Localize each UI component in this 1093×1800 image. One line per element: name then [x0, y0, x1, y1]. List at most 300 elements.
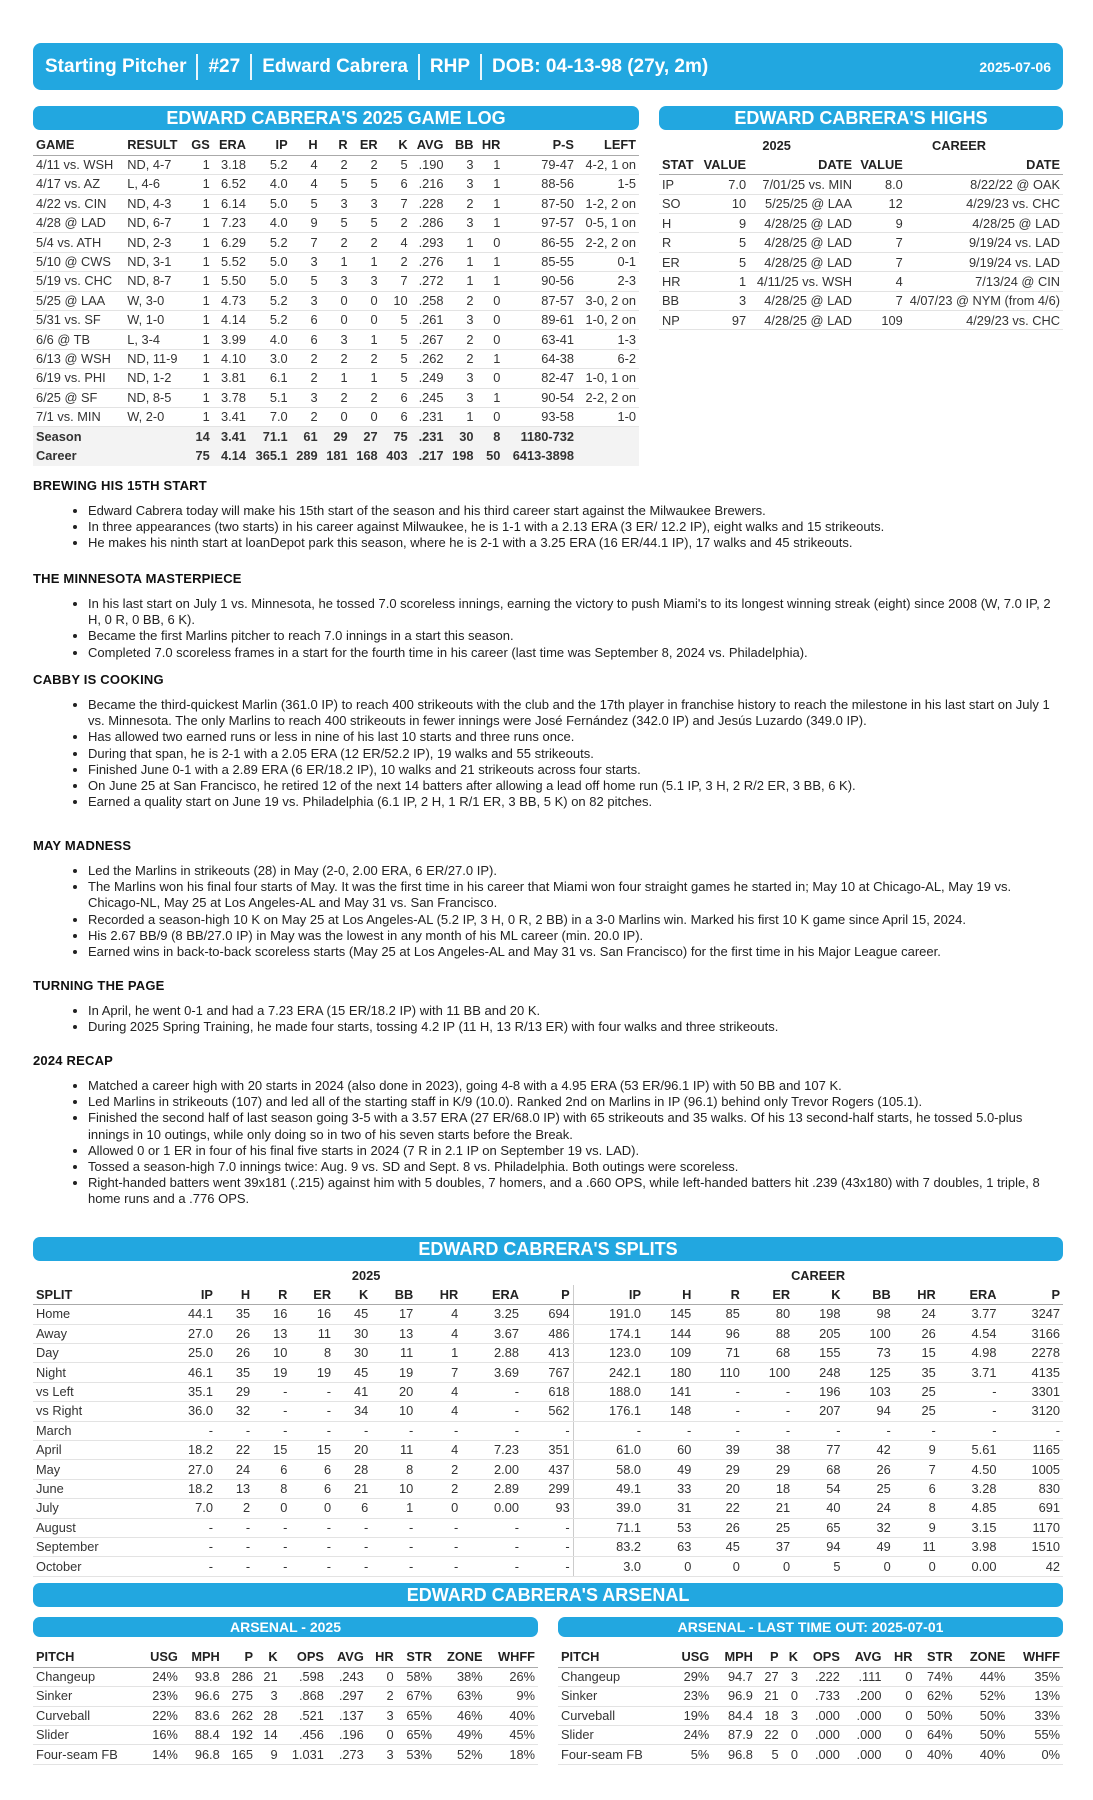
table-row [558, 1667, 1063, 1686]
table-cell: - [253, 1537, 290, 1556]
note-list [33, 863, 1063, 960]
table-cell: 4.0 [249, 214, 291, 233]
table-cell: 5 [381, 155, 411, 174]
column-header: R [253, 1285, 290, 1304]
table-cell: 2 [351, 349, 381, 368]
table-cell: 0 [644, 1557, 694, 1576]
table-cell: 97-57 [503, 214, 577, 233]
table-cell: 5/19 vs. CHC [33, 272, 124, 291]
table-row [33, 291, 639, 310]
table-cell: 49 [644, 1460, 694, 1479]
table-cell: 74% [916, 1667, 956, 1686]
column-header: H [291, 136, 321, 155]
table-cell: - [894, 1421, 939, 1440]
highs-table [659, 136, 1063, 330]
table-row [33, 1441, 1063, 1460]
table-cell: 37 [743, 1537, 793, 1556]
table-cell: 50% [956, 1706, 1009, 1725]
table-cell: 40% [956, 1745, 1009, 1764]
table-cell: 24 [894, 1305, 939, 1324]
table-cell: 82-47 [503, 369, 577, 388]
table-row [33, 1402, 1063, 1421]
table-cell: 1 [186, 214, 213, 233]
table-cell: 1165 [999, 1441, 1063, 1460]
table-cell: 168 [351, 446, 381, 465]
table-cell: 65% [397, 1726, 435, 1745]
table-cell: ND, 4-7 [124, 155, 186, 174]
table-cell: - [290, 1557, 334, 1576]
table-cell: July [33, 1499, 159, 1518]
group-header: 2025 [762, 137, 791, 153]
table-cell: 13 [253, 1324, 290, 1343]
table-cell: Four-seam FB [33, 1745, 140, 1764]
table-cell: Curveball [558, 1706, 669, 1725]
table-cell: R [659, 233, 698, 252]
table-cell: 123.0 [573, 1344, 644, 1363]
table-cell: .216 [411, 175, 447, 194]
table-cell: - [371, 1421, 416, 1440]
table-cell: 1 [186, 252, 213, 271]
table-row [33, 1499, 1063, 1518]
note-item: • During that span, he is 2-1 with a 2.05 ERA (12 ER/52.2 IP), 19 walks and 55 strikeouts. [88, 746, 1063, 762]
table-cell: 3.67 [461, 1324, 522, 1343]
note-section [33, 978, 1063, 1035]
table-cell: 5 [381, 311, 411, 330]
header-field: Edward Cabrera [262, 55, 408, 77]
table-cell: 4.85 [939, 1499, 1000, 1518]
column-header: RESULT [124, 136, 186, 155]
table-cell: 18.2 [159, 1479, 216, 1498]
game-log-title: EDWARD CABRERA'S 2025 GAME LOG [33, 106, 639, 130]
table-cell: 2-3 [577, 272, 639, 291]
column-header: K [381, 136, 411, 155]
column-header: BB [371, 1285, 416, 1304]
table-cell: 11 [371, 1344, 416, 1363]
table-cell: 176.1 [573, 1402, 644, 1421]
table-cell: 1 [321, 252, 351, 271]
table-cell: 52% [956, 1687, 1009, 1706]
table-cell: 0 [476, 407, 503, 426]
note-item: • Became the first Marlins pitcher to reach 7.0 innings in a start this season. [88, 628, 1063, 644]
table-row [659, 291, 1063, 310]
table-cell: - [843, 1421, 893, 1440]
table-cell: 242.1 [573, 1363, 644, 1382]
note-item: • Has allowed two earned runs or less in nine of his last 10 starts and three runs once. [88, 729, 1063, 745]
table-cell: October [33, 1557, 159, 1576]
table-row [33, 1421, 1063, 1440]
table-cell: 5/25/25 @ LAA [749, 194, 855, 213]
table-cell: 13% [1008, 1687, 1063, 1706]
table-cell: 3.28 [939, 1479, 1000, 1498]
table-cell: vs Left [33, 1382, 159, 1401]
table-cell: ND, 6-7 [124, 214, 186, 233]
table-cell: 1 [476, 349, 503, 368]
table-cell: 2-2, 2 on [577, 233, 639, 252]
table-cell: 84.4 [712, 1706, 756, 1725]
header-separator [480, 54, 482, 80]
table-cell: - [461, 1518, 522, 1537]
note-item: • Earned a quality start on June 19 vs. Philadelphia (6.1 IP, 2 H, 1 R/1 ER, 3 BB, 5 K) on 82 pitches. [88, 794, 1063, 810]
table-cell: 55% [1008, 1726, 1063, 1745]
table-cell [124, 427, 186, 446]
table-cell: 3 [291, 252, 321, 271]
table-row [33, 369, 639, 388]
table-cell: 24 [216, 1460, 253, 1479]
column-header: R [694, 1285, 743, 1304]
table-row [33, 1382, 1063, 1401]
table-cell: 64% [916, 1726, 956, 1745]
table-row [659, 214, 1063, 233]
table-cell: 6 [381, 175, 411, 194]
table-cell: 5.2 [249, 291, 291, 310]
column-header: K [793, 1285, 843, 1304]
table-cell: .000 [801, 1706, 843, 1725]
table-cell: 6 [290, 1479, 334, 1498]
table-row [33, 330, 639, 349]
arsenal-last-title: ARSENAL - LAST TIME OUT: 2025-07-01 [558, 1617, 1063, 1637]
table-row [33, 175, 639, 194]
table-cell: 0 [884, 1687, 915, 1706]
table-cell: W, 3-0 [124, 291, 186, 310]
table-cell: 0 [782, 1687, 801, 1706]
table-cell: 7/01/25 vs. MIN [749, 175, 855, 194]
table-cell: 42 [999, 1557, 1063, 1576]
table-cell: - [694, 1402, 743, 1421]
table-cell: 19% [669, 1706, 712, 1725]
table-cell: 0 [367, 1726, 397, 1745]
table-cell: - [334, 1518, 371, 1537]
table-cell: - [290, 1382, 334, 1401]
table-cell: 93.8 [181, 1667, 223, 1686]
table-cell: 1 [447, 272, 477, 291]
table-cell: 15 [290, 1441, 334, 1460]
table-cell: 0% [1008, 1745, 1063, 1764]
table-cell: - [159, 1537, 216, 1556]
table-cell: 6 [334, 1499, 371, 1518]
table-cell: 33 [644, 1479, 694, 1498]
table-cell: 5.2 [249, 233, 291, 252]
totals-row [33, 427, 639, 446]
table-cell: 0 [351, 291, 381, 310]
table-row [33, 407, 639, 426]
table-cell: .228 [411, 194, 447, 213]
table-cell: June [33, 1479, 159, 1498]
table-cell: 2 [321, 233, 351, 252]
table-cell: 3.77 [939, 1305, 1000, 1324]
table-cell: 1-0 [577, 407, 639, 426]
table-cell: 6.1 [249, 369, 291, 388]
table-cell: 299 [522, 1479, 573, 1498]
note-list [33, 697, 1063, 810]
table-row [33, 155, 639, 174]
table-cell: 155 [793, 1344, 843, 1363]
note-section [33, 838, 1063, 960]
table-cell: 21 [756, 1687, 782, 1706]
table-cell: 198 [447, 446, 477, 465]
table-cell: 94 [843, 1402, 893, 1421]
table-cell: 5.0 [249, 252, 291, 271]
table-cell: 286 [223, 1667, 256, 1686]
table-cell: - [253, 1421, 290, 1440]
column-header: ERA [213, 136, 249, 155]
table-cell: Sinker [33, 1687, 140, 1706]
table-cell: 17 [371, 1305, 416, 1324]
table-cell: 75 [186, 446, 213, 465]
table-cell: August [33, 1518, 159, 1537]
table-cell: 27 [756, 1667, 782, 1686]
note-item: • In three appearances (two starts) in his career against Milwaukee, he is 1-1 with a 2.13 ERA (3 ER/ 12.2 IP), eight walks and 15 strikeouts. [88, 519, 1063, 535]
table-cell: March [33, 1421, 159, 1440]
table-cell: 3-0, 2 on [577, 291, 639, 310]
table-cell: 87-50 [503, 194, 577, 213]
table-cell: 207 [793, 1402, 843, 1421]
table-cell: 97 [698, 311, 749, 330]
table-cell: 18.2 [159, 1441, 216, 1460]
table-cell: Changeup [558, 1667, 669, 1686]
table-cell: 5 [698, 233, 749, 252]
table-cell: - [461, 1382, 522, 1401]
table-cell: 413 [522, 1344, 573, 1363]
table-cell: 365.1 [249, 446, 291, 465]
table-cell: 2 [321, 349, 351, 368]
table-cell: 7.23 [213, 214, 249, 233]
table-cell: 29 [216, 1382, 253, 1401]
table-cell: 9 [894, 1441, 939, 1460]
column-header: WHFF [486, 1648, 538, 1667]
table-cell: 63 [644, 1537, 694, 1556]
table-cell: 18% [486, 1745, 538, 1764]
table-cell: 1 [186, 175, 213, 194]
table-cell: 486 [522, 1324, 573, 1343]
table-cell: 8 [894, 1499, 939, 1518]
table-cell: 15 [253, 1441, 290, 1460]
table-cell: 198 [793, 1305, 843, 1324]
table-cell: 6-2 [577, 349, 639, 368]
table-cell: 96.8 [181, 1745, 223, 1764]
table-row [33, 1726, 538, 1745]
table-cell: 2 [321, 155, 351, 174]
column-header: LEFT [577, 136, 639, 155]
table-cell: 4 [416, 1441, 461, 1460]
table-row [33, 272, 639, 291]
table-cell: 96.8 [712, 1745, 756, 1764]
table-cell: 5.50 [213, 272, 249, 291]
table-cell: 62% [916, 1687, 956, 1706]
group-header [659, 136, 698, 155]
table-cell: 5.61 [939, 1441, 1000, 1460]
table-cell: 23% [140, 1687, 181, 1706]
table-cell: 0 [694, 1557, 743, 1576]
table-cell: .200 [843, 1687, 885, 1706]
column-header: IP [249, 136, 291, 155]
table-cell: 191.0 [573, 1305, 644, 1324]
column-header: PITCH [558, 1648, 669, 1667]
table-cell: 6.29 [213, 233, 249, 252]
table-cell: 9 [256, 1745, 281, 1764]
table-cell: 3 [447, 175, 477, 194]
table-cell: - [743, 1402, 793, 1421]
table-cell: 5 [381, 330, 411, 349]
table-cell: 38% [435, 1667, 486, 1686]
table-cell: 54 [793, 1479, 843, 1498]
table-cell: 0 [843, 1557, 893, 1576]
table-cell: 5 [291, 272, 321, 291]
table-cell: 96.6 [181, 1687, 223, 1706]
table-cell: Away [33, 1324, 159, 1343]
table-cell: 0 [290, 1499, 334, 1518]
table-cell: 2.00 [461, 1460, 522, 1479]
table-cell: 32 [216, 1402, 253, 1421]
table-cell: 1 [476, 272, 503, 291]
table-cell: 45% [486, 1726, 538, 1745]
table-cell: 2 [367, 1687, 397, 1706]
table-cell: 1 [476, 388, 503, 407]
table-cell: - [159, 1518, 216, 1537]
table-cell: - [743, 1421, 793, 1440]
table-cell: 6/19 vs. PHI [33, 369, 124, 388]
header-field: Starting Pitcher [45, 55, 187, 77]
header-separator [418, 54, 420, 80]
header-field: DOB: 04-13-98 (27y, 2m) [492, 55, 709, 77]
table-cell: 4/29/23 vs. CHC [906, 311, 1063, 330]
table-cell: 0 [884, 1706, 915, 1725]
table-cell: 41 [334, 1382, 371, 1401]
table-cell: .231 [411, 407, 447, 426]
table-cell: 1170 [999, 1518, 1063, 1537]
table-cell: Four-seam FB [558, 1745, 669, 1764]
column-header: ZONE [956, 1648, 1009, 1667]
table-cell: 3 [782, 1667, 801, 1686]
table-cell: 4/29/23 vs. CHC [906, 194, 1063, 213]
table-cell: 2 [416, 1460, 461, 1479]
table-cell: 3 [782, 1706, 801, 1725]
game-log-table [33, 136, 639, 466]
column-header: USG [140, 1648, 181, 1667]
table-cell: 52% [435, 1745, 486, 1764]
table-cell: - [522, 1557, 573, 1576]
note-item: • Matched a career high with 20 starts in 2024 (also done in 2023), going 4-8 with a 4.95 ERA (53 ER/96.1 IP) with 50 BB and 107 K. [88, 1078, 1063, 1094]
table-cell: 6 [253, 1460, 290, 1479]
table-cell: 96.9 [712, 1687, 756, 1706]
column-header: MPH [181, 1648, 223, 1667]
table-cell: 9/19/24 vs. LAD [906, 233, 1063, 252]
table-cell: 22 [756, 1726, 782, 1745]
table-cell: 1 [186, 369, 213, 388]
table-cell: 3 [321, 272, 351, 291]
table-cell: 5.1 [249, 388, 291, 407]
table-cell: 26% [486, 1667, 538, 1686]
table-cell: 1 [186, 233, 213, 252]
table-cell: 25 [894, 1382, 939, 1401]
table-cell: 10 [371, 1479, 416, 1498]
table-cell: 40 [793, 1499, 843, 1518]
table-cell: 5 [756, 1745, 782, 1764]
table-cell: 5/4 vs. ATH [33, 233, 124, 252]
group-header: CAREER [931, 137, 987, 153]
table-cell: .276 [411, 252, 447, 271]
table-cell: 16% [140, 1726, 181, 1745]
table-cell: 14 [186, 427, 213, 446]
table-cell: 31 [644, 1499, 694, 1518]
table-cell: 3.15 [939, 1518, 1000, 1537]
table-cell: 5.0 [249, 194, 291, 213]
table-cell: 3 [447, 214, 477, 233]
column-header: PITCH [33, 1648, 140, 1667]
table-cell: - [939, 1421, 1000, 1440]
table-cell: 29% [669, 1667, 712, 1686]
table-cell: 63% [435, 1687, 486, 1706]
table-cell: 3.0 [249, 349, 291, 368]
table-cell: 29 [743, 1460, 793, 1479]
table-cell: 14 [256, 1726, 281, 1745]
table-cell: 4 [291, 175, 321, 194]
table-cell: .000 [843, 1726, 885, 1745]
table-cell: 1 [447, 233, 477, 252]
table-cell: 65 [793, 1518, 843, 1537]
table-cell: 44.1 [159, 1305, 216, 1324]
table-cell: - [253, 1518, 290, 1537]
table-row [33, 1518, 1063, 1537]
table-cell: .196 [327, 1726, 367, 1745]
note-item: • His 2.67 BB/9 (8 BB/27.0 IP) in May was the lowest in any month of his ML career (min. 20.0 IP). [88, 928, 1063, 944]
table-row [33, 194, 639, 213]
table-cell: 767 [522, 1363, 573, 1382]
table-cell: 6.14 [213, 194, 249, 213]
table-cell: - [793, 1421, 843, 1440]
note-item: • Became the third-quickest Marlin (361.0 IP) to reach 400 strikeouts with the club and the 17th player in franchise history to reach the milestone in his last start on July 1 vs. Minnesota. The only Marlins to reach 400 strikeouts in fewer innings were José Fernández (342.0 IP) and Jesús Luzardo (349.0 IP). [88, 697, 1063, 729]
table-cell: 4 [855, 272, 906, 291]
table-cell: - [290, 1537, 334, 1556]
column-header: P [522, 1285, 573, 1304]
table-cell: 3 [256, 1687, 281, 1706]
table-cell: 2 [321, 388, 351, 407]
table-cell: 3 [291, 388, 321, 407]
note-title: MAY MADNESS [33, 838, 132, 853]
column-header: VALUE [855, 155, 906, 174]
table-cell: 27.0 [159, 1460, 216, 1479]
table-cell: 5 [321, 175, 351, 194]
column-header: ERA [461, 1285, 522, 1304]
table-cell: 68 [793, 1460, 843, 1479]
table-cell: 141 [644, 1382, 694, 1401]
column-header: ER [351, 136, 381, 155]
table-cell: 4 [381, 233, 411, 252]
table-cell: 562 [522, 1402, 573, 1421]
table-cell: 22% [140, 1706, 181, 1725]
table-row [33, 1745, 538, 1764]
table-cell: 71.1 [573, 1518, 644, 1537]
column-header: AVG [327, 1648, 367, 1667]
table-cell: 53 [644, 1518, 694, 1537]
table-cell: 0 [321, 291, 351, 310]
column-header: P [223, 1648, 256, 1667]
table-cell: 16 [253, 1305, 290, 1324]
table-cell: 7/1 vs. MIN [33, 407, 124, 426]
table-cell: Career [33, 446, 124, 465]
table-cell: 61.0 [573, 1441, 644, 1460]
table-cell: 4 [291, 155, 321, 174]
table-cell: .868 [281, 1687, 327, 1706]
table-cell: ND, 3-1 [124, 252, 186, 271]
table-cell: 3.71 [939, 1363, 1000, 1382]
table-cell: ND, 11-9 [124, 349, 186, 368]
table-cell: 24% [669, 1726, 712, 1745]
table-cell: .258 [411, 291, 447, 310]
table-cell: 0.00 [461, 1499, 522, 1518]
table-cell: 289 [291, 446, 321, 465]
table-cell: 39 [694, 1441, 743, 1460]
table-cell: 1 [476, 252, 503, 271]
